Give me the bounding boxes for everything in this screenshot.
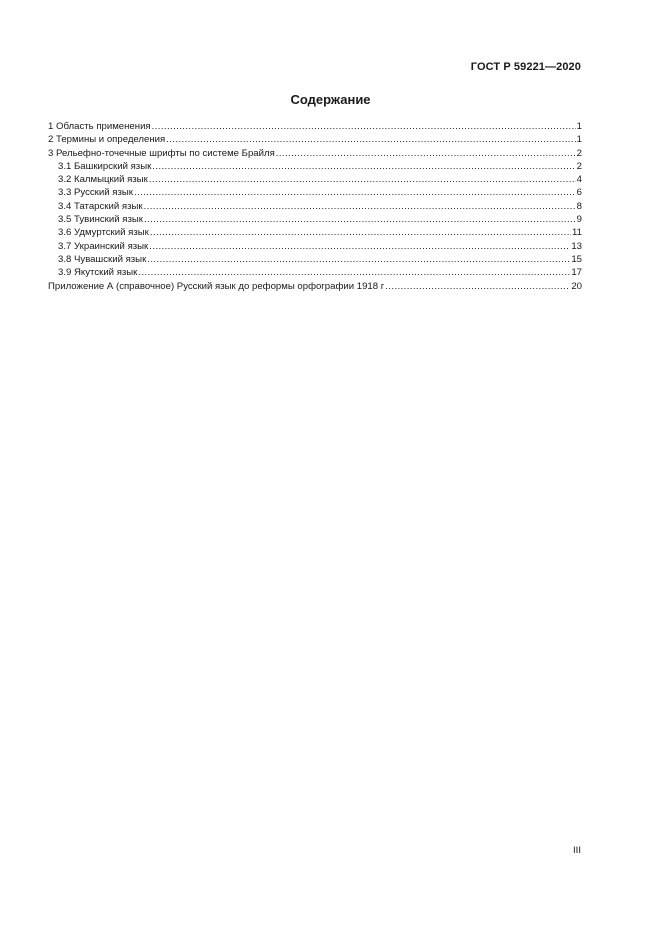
toc-entry-page: 9: [576, 214, 582, 226]
toc-entry-page: 13: [571, 240, 582, 252]
document-code: ГОСТ Р 59221—2020: [470, 61, 581, 73]
toc-entry-label: Приложение А (справочное) Русский язык до реформы орфографии 1918 г: [48, 280, 385, 292]
toc-dot-leader: [149, 173, 576, 186]
toc-entry-label: 3.8 Чувашский язык: [58, 253, 147, 265]
table-of-contents: [48, 120, 582, 293]
toc-subentry[interactable]: [48, 240, 582, 253]
toc-subentry[interactable]: [48, 213, 582, 226]
toc-dot-leader: [385, 280, 570, 293]
toc-entry-label: 3.1 Башкирский язык: [58, 160, 152, 172]
toc-entry-label: 3.3 Русский язык: [58, 187, 133, 199]
toc-dot-leader: [138, 266, 570, 279]
toc-entry-label: 3.5 Тувинский язык: [58, 214, 143, 226]
toc-subentry[interactable]: [48, 226, 582, 239]
toc-entry-label: 3.2 Калмыцкий язык: [58, 174, 148, 186]
toc-entry-label: 3.9 Якутский язык: [58, 267, 138, 279]
toc-dot-leader: [152, 160, 575, 173]
toc-entry[interactable]: [48, 133, 582, 146]
toc-entry-page: 17: [571, 267, 582, 279]
toc-dot-leader: [150, 226, 571, 239]
toc-dot-leader: [134, 186, 576, 199]
toc-entry-label: 3 Рельефно-точечные шрифты по системе Брайля: [48, 147, 275, 159]
toc-entry-label: 3.4 Татарский язык: [58, 200, 143, 212]
page-number: III: [573, 845, 581, 856]
toc-entry-appendix[interactable]: [48, 280, 582, 293]
toc-subentry[interactable]: [48, 173, 582, 186]
toc-dot-leader: [152, 120, 576, 133]
toc-entry-page: 1: [576, 134, 582, 146]
toc-entry-page: 20: [571, 280, 582, 292]
toc-entry-label: 3.7 Украинский язык: [58, 240, 149, 252]
toc-dot-leader: [147, 253, 570, 266]
toc-subentry[interactable]: [48, 253, 582, 266]
toc-entry-page: 1: [576, 121, 582, 132]
toc-entry-page: 2: [576, 160, 582, 172]
toc-entry-page: 11: [572, 227, 582, 239]
toc-entry-page: 15: [571, 253, 582, 265]
toc-dot-leader: [149, 240, 570, 253]
toc-subentry[interactable]: [48, 160, 582, 173]
toc-entry[interactable]: [48, 147, 582, 160]
toc-entry-page: 2: [576, 147, 582, 159]
toc-dot-leader: [166, 133, 575, 146]
toc-entry[interactable]: [48, 120, 582, 133]
toc-entry-label: 1 Область применения: [48, 121, 151, 132]
toc-subentry[interactable]: [48, 266, 582, 279]
toc-entry-label: 2 Термины и определения: [48, 134, 166, 146]
toc-subentry[interactable]: [48, 186, 582, 199]
toc-entry-page: 4: [576, 174, 582, 186]
toc-entry-page: 6: [576, 187, 582, 199]
toc-dot-leader: [144, 213, 576, 226]
toc-dot-leader: [276, 147, 576, 160]
toc-title: Содержание: [290, 92, 371, 107]
toc-entry-page: 8: [576, 200, 582, 212]
toc-subentry[interactable]: [48, 200, 582, 213]
toc-dot-leader: [144, 200, 576, 213]
toc-entry-label: 3.6 Удмуртский язык: [58, 227, 149, 239]
